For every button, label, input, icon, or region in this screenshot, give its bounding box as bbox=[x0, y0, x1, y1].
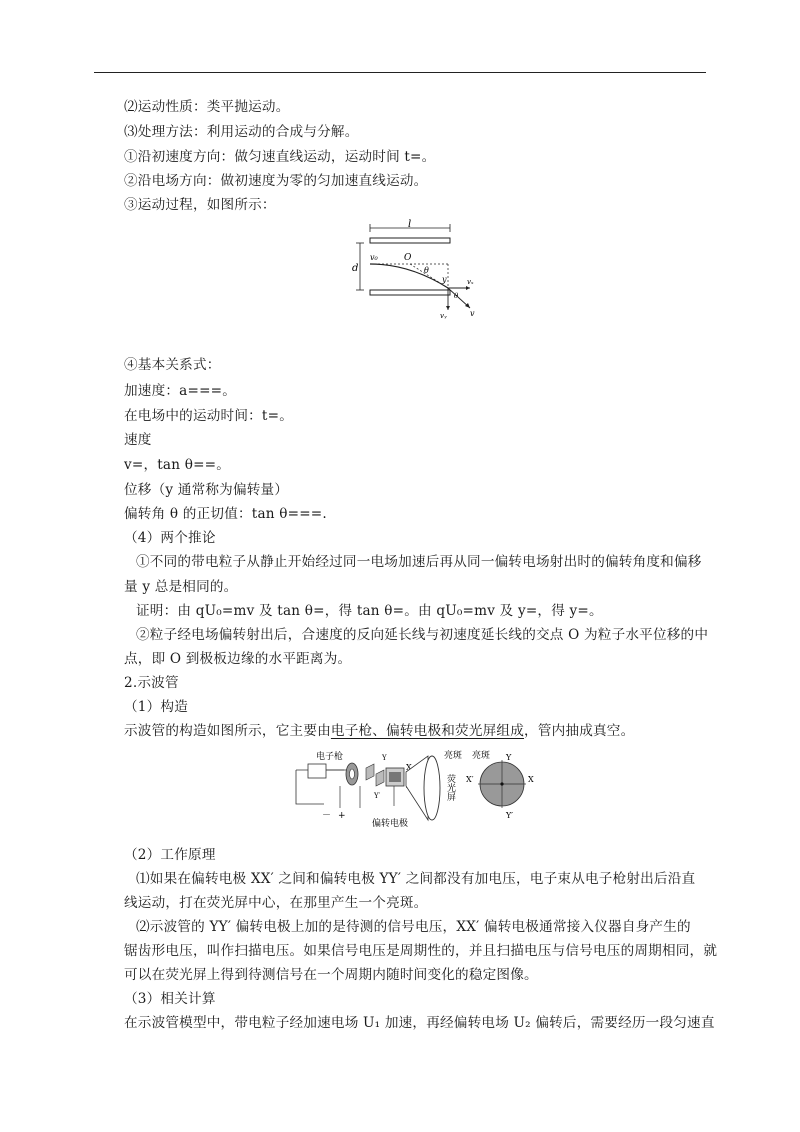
text-line-17: ②粒子经电场偏转射出后，合速度的反向延长线与初速度延长线的交点 O 为粒子水平位移的中 bbox=[136, 627, 709, 643]
text-line-27: 可以在荧光屏上得到待测信号在一个周期内随时间变化的稳定图像。 bbox=[124, 967, 538, 983]
label-vy: vᵧ bbox=[440, 312, 447, 320]
label-X: X bbox=[406, 763, 412, 772]
label-y: y bbox=[442, 275, 447, 284]
label-X2: X bbox=[528, 775, 534, 784]
text-line-7: 加速度：a===。 bbox=[124, 383, 237, 399]
label-theta-mid: θ bbox=[454, 292, 459, 300]
header-rule bbox=[94, 72, 706, 73]
text-line-11: 位移（y 通常称为偏转量） bbox=[124, 482, 289, 498]
label-Yp2: Y′ bbox=[506, 811, 514, 820]
deflection-diagram bbox=[350, 218, 490, 326]
text-line-12: 偏转角 θ 的正切值：tan θ===. bbox=[124, 506, 327, 522]
text-line-9: 速度 bbox=[124, 432, 152, 448]
label-Yp: Y′ bbox=[374, 792, 381, 800]
text-line-24: 线运动，打在荧光屏中心，在那里产生一个亮斑。 bbox=[124, 895, 428, 911]
text-line-21 bbox=[124, 722, 634, 740]
text-line-29: 在示波管模型中，带电粒子经加速电场 U₁ 加速，再经偏转电场 U₂ 偏转后，需要经历一段匀速直 bbox=[124, 1015, 715, 1031]
fluorescent-screen bbox=[424, 756, 440, 820]
label-v0: v₀ bbox=[370, 253, 378, 262]
label-minus: － bbox=[322, 811, 332, 821]
label-v: v bbox=[470, 309, 475, 318]
lower-plate bbox=[370, 290, 450, 295]
text-line-13: （4）两个推论 bbox=[124, 530, 216, 546]
text-line-23: ⑴如果在偏转电极 XX′ 之间和偏转电极 YY′ 之间都没有加电压，电子束从电子枪射出后沿直 bbox=[136, 871, 696, 887]
text-line-15: 量 y 总是相同的。 bbox=[124, 579, 238, 595]
label-spot: 亮斑 bbox=[444, 751, 463, 761]
label-l: l bbox=[408, 219, 412, 230]
text-line-20: （1）构造 bbox=[124, 699, 189, 715]
label-vx: vₓ bbox=[467, 278, 474, 286]
text-line-8: 在电场中的运动时间：t=。 bbox=[124, 408, 293, 424]
text-line-18: 点，即 O 到极板边缘的水平距离为。 bbox=[124, 651, 352, 667]
text-line-16: 证明：由 qU₀=mv 及 tan θ=，得 tan θ=。由 qU₀=mv 及 y=，得 y=。 bbox=[136, 603, 603, 619]
text-line-14: ①不同的带电粒子从静止开始经过同一电场加速后再从同一偏转电场射出时的偏转角度和偏移 bbox=[136, 554, 702, 570]
label-gun: 电子枪 bbox=[316, 752, 344, 762]
label-O: O bbox=[404, 253, 412, 263]
text-line-19: 2.示波管 bbox=[124, 675, 179, 691]
label-d: d bbox=[352, 263, 359, 274]
text-line-3: ①沿初速度方向：做匀速直线运动，运动时间 t=。 bbox=[124, 149, 436, 165]
label-Y: Y bbox=[382, 754, 387, 762]
text-line-2: ⑶处理方法：利用运动的合成与分解。 bbox=[124, 124, 359, 140]
label-plus: + bbox=[338, 811, 346, 821]
text-line-5: ③运动过程，如图所示： bbox=[124, 197, 276, 213]
trajectory-curve bbox=[370, 264, 448, 288]
text-line-4: ②沿电场方向：做初速度为零的匀加速直线运动。 bbox=[124, 173, 428, 189]
text-line-1: ⑵运动性质：类平抛运动。 bbox=[124, 99, 290, 115]
text-line-21-underlined: 电子枪、偏转电极和荧光屏组成 bbox=[330, 723, 525, 739]
oscilloscope-diagram bbox=[294, 746, 534, 830]
label-deflect: 偏转电极 bbox=[372, 819, 409, 829]
text-line-28: （3）相关计算 bbox=[124, 991, 216, 1007]
label-theta-top: θ bbox=[424, 266, 429, 275]
label-spot2: 亮斑 bbox=[472, 751, 491, 761]
text-line-21-c: ，管内抽成真空。 bbox=[524, 723, 635, 739]
text-line-21-a: 示波管的构造如图所示，它主要由 bbox=[124, 723, 331, 739]
label-screen: 荧光屏 bbox=[445, 774, 455, 801]
text-line-25: ⑵示波管的 YY′ 偏转电极上加的是待测的信号电压，XX′ 偏转电极通常接入仪器自身产生的 bbox=[136, 919, 691, 935]
text-line-6: ④基本关系式： bbox=[124, 357, 221, 373]
label-Y2: Y bbox=[506, 753, 512, 762]
electron-gun bbox=[308, 764, 326, 778]
text-line-26: 锯齿形电压，叫作扫描电压。如果信号电压是周期性的，并且扫描电压与信号电压的周期相同，就 bbox=[124, 943, 718, 959]
upper-plate bbox=[370, 238, 450, 243]
text-line-10: v=，tan θ==。 bbox=[124, 457, 231, 473]
label-Xp2: X′ bbox=[466, 775, 474, 784]
text-line-22: （2）工作原理 bbox=[124, 847, 216, 863]
